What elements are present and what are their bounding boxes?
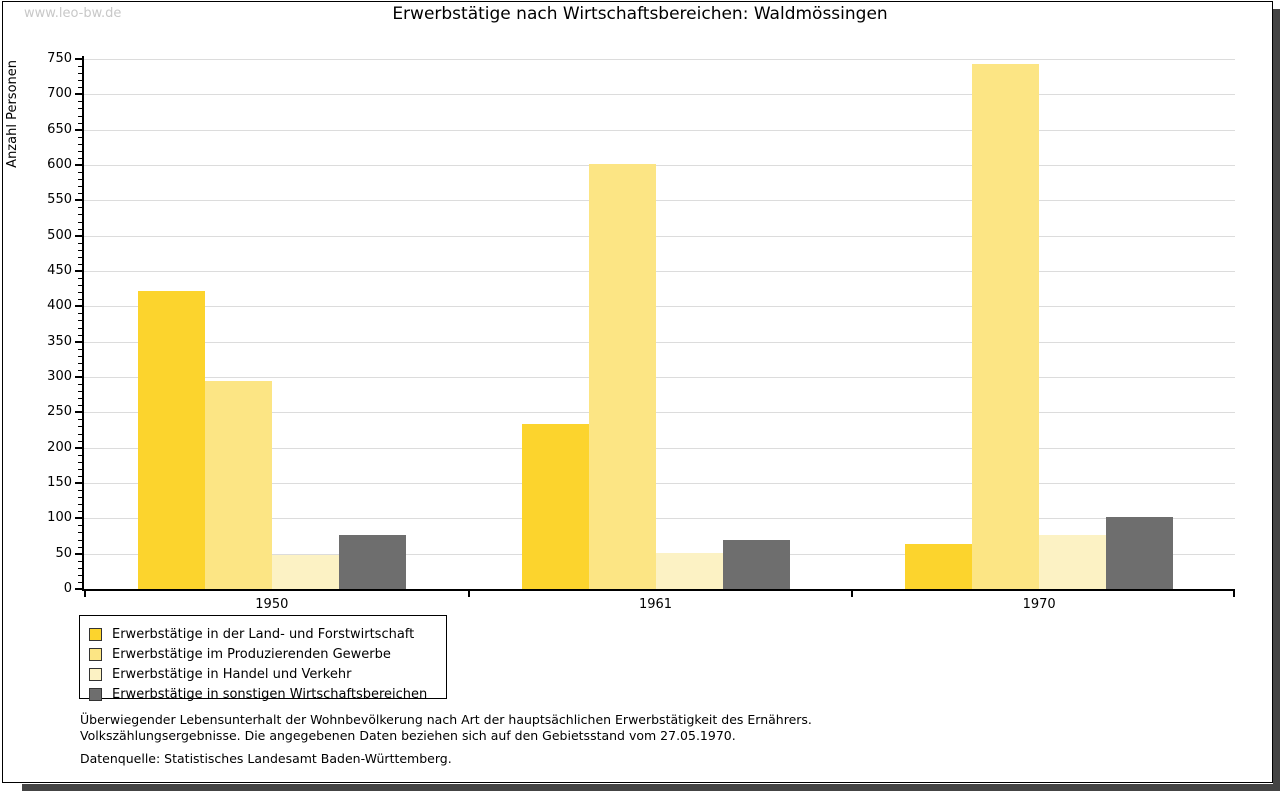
legend-label: Erwerbstätige in Handel und Verkehr: [112, 666, 352, 682]
y-axis-line: [82, 56, 84, 591]
footnote-line-1: Überwiegender Lebensunterhalt der Wohnbevölkerung nach Art der hauptsächlichen Erwerbstätigkeit des Ernährers.: [80, 712, 812, 727]
y-minor-tick: [78, 264, 82, 265]
y-minor-tick: [78, 434, 82, 435]
bar-1961-series-0: [522, 424, 589, 589]
y-tick-label: 150: [47, 475, 72, 490]
y-tick-label: 550: [47, 192, 72, 208]
y-minor-tick: [78, 151, 82, 152]
x-category-label: 1950: [255, 597, 289, 612]
y-minor-tick: [78, 540, 82, 541]
gridline: [84, 94, 1235, 95]
y-minor-tick: [78, 511, 82, 512]
y-minor-tick: [78, 363, 82, 364]
y-minor-tick: [78, 426, 82, 427]
y-minor-tick: [78, 257, 82, 258]
y-major-tick: [75, 58, 82, 60]
y-minor-tick: [78, 497, 82, 498]
y-tick-label: 100: [47, 510, 72, 526]
y-minor-tick: [78, 313, 82, 314]
legend-item: [89, 684, 446, 704]
y-tick-label: 450: [47, 263, 72, 278]
y-major-tick: [75, 270, 82, 272]
y-minor-tick: [78, 108, 82, 109]
y-minor-tick: [78, 455, 82, 456]
bar-1970-series-1: [972, 64, 1039, 589]
y-minor-tick: [78, 243, 82, 244]
y-tick-label: 350: [47, 333, 72, 349]
y-minor-tick: [78, 73, 82, 74]
y-major-tick: [75, 553, 82, 555]
y-minor-tick: [78, 214, 82, 215]
y-major-tick: [75, 164, 82, 166]
y-minor-tick: [78, 490, 82, 491]
y-major-tick: [75, 305, 82, 307]
bar-1970-series-2: [1039, 535, 1106, 589]
frame-shadow-bottom: [22, 784, 1280, 791]
y-minor-tick: [78, 101, 82, 102]
legend-swatch-sonstige-bereiche: [89, 688, 102, 701]
x-tick: [851, 591, 853, 597]
y-tick-label: 400: [47, 298, 72, 314]
bar-1950-series-2: [272, 555, 339, 589]
x-category-label: 1961: [638, 597, 673, 612]
y-minor-tick: [78, 419, 82, 420]
y-minor-tick: [78, 137, 82, 138]
bar-1970-series-0: [905, 544, 972, 589]
y-minor-tick: [78, 123, 82, 124]
bar-1950-series-0: [138, 291, 205, 589]
gridline: [84, 236, 1235, 237]
y-minor-tick: [78, 158, 82, 159]
y-minor-tick: [78, 87, 82, 88]
y-minor-tick: [78, 328, 82, 329]
legend-label: Erwerbstätige in sonstigen Wirtschaftsbereichen: [112, 686, 428, 702]
chart-title: Erwerbstätige nach Wirtschaftsbereichen: Waldmössingen: [392, 4, 888, 24]
legend-item: [89, 644, 446, 664]
x-tick: [1233, 591, 1235, 597]
y-minor-tick: [78, 278, 82, 279]
y-major-tick: [75, 447, 82, 449]
y-minor-tick: [78, 299, 82, 300]
legend-swatch-produzierendes-gewerbe: [89, 648, 102, 661]
x-tick: [84, 591, 86, 597]
y-minor-tick: [78, 320, 82, 321]
y-major-tick: [75, 482, 82, 484]
y-major-tick: [75, 93, 82, 95]
gridline: [84, 130, 1235, 131]
y-minor-tick: [78, 582, 82, 583]
y-minor-tick: [78, 370, 82, 371]
y-minor-tick: [78, 532, 82, 533]
gridline: [84, 200, 1235, 201]
x-tick: [468, 591, 470, 597]
y-minor-tick: [78, 207, 82, 208]
y-major-tick: [75, 199, 82, 201]
bar-1950-series-3: [339, 535, 406, 589]
y-tick-label: 700: [47, 86, 72, 102]
y-minor-tick: [78, 80, 82, 81]
y-major-tick: [75, 588, 82, 590]
footnote-line-2: Volkszählungsergebnisse. Die angegebenen Daten beziehen sich auf den Gebietsstand vom 27.05.1970.: [80, 728, 736, 743]
bar-1950-series-1: [205, 381, 272, 589]
gridline: [84, 342, 1235, 343]
y-minor-tick: [78, 575, 82, 576]
legend-label: Erwerbstätige im Produzierenden Gewerbe: [112, 646, 391, 662]
y-tick-label: 0: [63, 581, 72, 596]
gridline: [84, 271, 1235, 272]
bar-1961-series-3: [723, 540, 790, 589]
y-minor-tick: [78, 356, 82, 357]
plot-area: [47, 51, 1235, 612]
y-major-tick: [75, 376, 82, 378]
y-tick-label: 200: [47, 439, 72, 455]
y-minor-tick: [78, 398, 82, 399]
y-major-tick: [75, 129, 82, 131]
y-minor-tick: [78, 172, 82, 173]
legend-label: Erwerbstätige in der Land- und Forstwirtschaft: [112, 626, 415, 642]
y-minor-tick: [78, 405, 82, 406]
y-minor-tick: [78, 186, 82, 187]
y-minor-tick: [78, 229, 82, 230]
gridline: [84, 377, 1235, 378]
y-minor-tick: [78, 179, 82, 180]
footnote: [80, 712, 812, 744]
y-major-tick: [75, 411, 82, 413]
y-tick-label: 300: [47, 369, 72, 384]
gridline: [84, 59, 1235, 60]
y-minor-tick: [78, 144, 82, 145]
y-minor-tick: [78, 349, 82, 350]
y-minor-tick: [78, 250, 82, 251]
y-major-tick: [75, 341, 82, 343]
y-minor-tick: [78, 66, 82, 67]
frame-shadow-right: [1273, 9, 1280, 791]
y-tick-label: 600: [47, 157, 72, 172]
y-minor-tick: [78, 222, 82, 223]
y-minor-tick: [78, 384, 82, 385]
watermark-text: www.leo-bw.de: [24, 6, 122, 21]
y-tick-label: 50: [55, 545, 72, 561]
legend-item: [89, 664, 446, 684]
y-minor-tick: [78, 193, 82, 194]
y-tick-label: 500: [47, 227, 72, 243]
y-axis-title-text: Anzahl Personen: [5, 60, 20, 168]
y-tick-label: 650: [47, 121, 72, 137]
y-tick-label: 250: [47, 404, 72, 420]
data-source: Datenquelle: Statistisches Landesamt Baden-Württemberg.: [80, 751, 452, 766]
y-minor-tick: [78, 285, 82, 286]
legend-item: [89, 624, 446, 644]
gridline: [84, 306, 1235, 307]
bar-1970-series-3: [1106, 517, 1173, 589]
y-minor-tick: [78, 504, 82, 505]
y-minor-tick: [78, 292, 82, 293]
y-axis-title: [5, 60, 23, 170]
y-minor-tick: [78, 335, 82, 336]
y-minor-tick: [78, 525, 82, 526]
legend-swatch-land-forstwirtschaft: [89, 628, 102, 641]
gridline: [84, 165, 1235, 166]
x-category-label: 1970: [1022, 597, 1056, 612]
y-minor-tick: [78, 116, 82, 117]
bar-1961-series-2: [656, 553, 723, 589]
y-major-tick: [75, 517, 82, 519]
y-major-tick: [75, 235, 82, 237]
y-minor-tick: [78, 547, 82, 548]
y-minor-tick: [78, 469, 82, 470]
y-minor-tick: [78, 568, 82, 569]
y-minor-tick: [78, 441, 82, 442]
legend-swatch-handel-verkehr: [89, 668, 102, 681]
y-minor-tick: [78, 391, 82, 392]
y-tick-label: 750: [47, 51, 72, 66]
bar-1961-series-1: [589, 164, 656, 589]
x-axis-line: [82, 589, 1235, 591]
legend: [79, 615, 447, 702]
y-minor-tick: [78, 462, 82, 463]
y-minor-tick: [78, 561, 82, 562]
y-minor-tick: [78, 476, 82, 477]
